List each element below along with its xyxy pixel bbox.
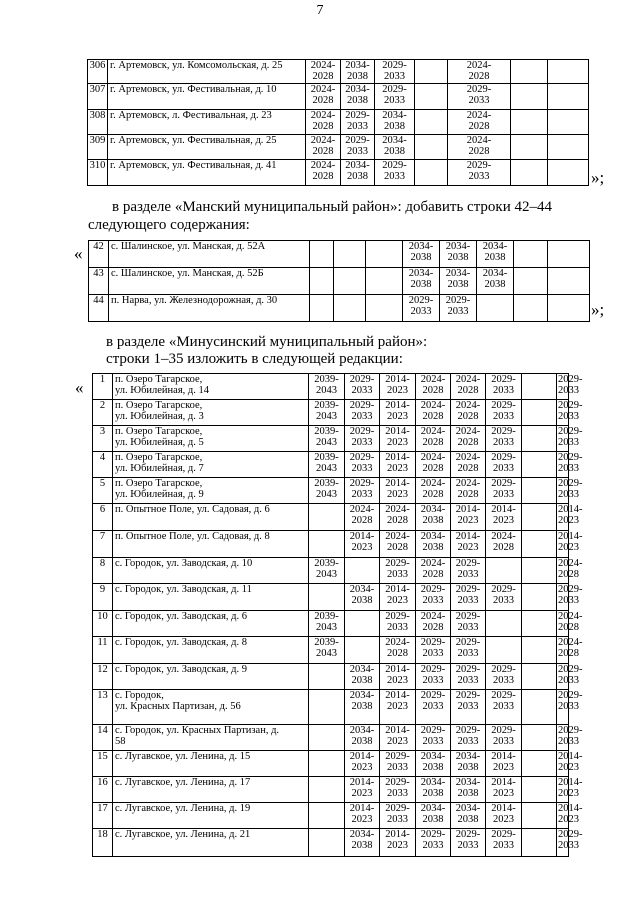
period-cell: 2029- 2033 [448,84,511,110]
period-cell [511,160,548,186]
paragraph-line: следующего содержания: [88,217,250,233]
table-row [88,110,589,135]
period-cell [486,558,522,584]
period-cell [310,295,334,322]
address-cell: с. Городок, ул. Заводская, д. 11 [113,584,309,611]
period-cell [486,611,522,637]
period-cell: 2034- 2038 [451,777,486,803]
period-cell: 2029- 2033 [486,452,522,478]
period-cell [345,558,380,584]
period-cell: 2024- 2028 [557,558,569,584]
address-cell: п. Озеро Тагарское, ул. Юбилейная, д. 14 [113,374,309,400]
period-cell: 2014- 2023 [557,504,569,531]
opening-quote-3: « [75,378,84,397]
period-cell [522,664,557,690]
period-cell [522,584,557,611]
period-cell: 2029- 2033 [557,829,569,857]
period-cell: 2014- 2023 [557,777,569,803]
period-cell [309,829,345,857]
row-number: 43 [89,268,109,295]
address-cell: с. Городок, ул. Красных Партизан, д. 58 [113,725,309,751]
period-cell: 2039- 2043 [309,426,345,452]
period-cell: 2024- 2028 [306,135,341,160]
period-cell: 2039- 2043 [309,452,345,478]
period-cell: 2029- 2033 [557,374,569,400]
row-number: 2 [93,400,113,426]
address-cell: с. Лугавское, ул. Ленина, д. 17 [113,777,309,803]
period-cell: 2029- 2033 [486,426,522,452]
period-cell [309,803,345,829]
address-cell: г. Артемовск, л. Фестивальная, д. 23 [108,110,306,135]
table-row [93,584,602,611]
period-cell [511,135,548,160]
period-cell: 2014- 2023 [486,777,522,803]
table-row [89,241,590,268]
period-cell: 2014- 2023 [380,725,416,751]
period-cell: 2024- 2028 [306,84,341,110]
period-cell: 2029- 2033 [451,690,486,725]
period-cell: 2014- 2023 [345,531,380,558]
period-cell [334,295,366,322]
period-cell: 2014- 2023 [380,829,416,857]
period-cell: 2034- 2038 [345,829,380,857]
period-cell [366,268,403,295]
period-cell: 2029- 2033 [557,690,569,725]
period-cell [415,84,448,110]
period-cell: 2029- 2033 [486,690,522,725]
period-cell [548,160,589,186]
period-cell: 2014- 2023 [486,751,522,777]
period-cell: 2024- 2028 [306,160,341,186]
period-cell [334,268,366,295]
period-cell: 2029- 2033 [451,558,486,584]
period-cell: 2029- 2033 [557,664,569,690]
period-cell: 2029- 2033 [486,374,522,400]
period-cell [309,664,345,690]
address-cell: п. Озеро Тагарское, ул. Юбилейная, д. 9 [113,478,309,504]
period-cell: 2029- 2033 [486,664,522,690]
period-cell: 2039- 2043 [309,637,345,664]
period-cell [477,295,514,322]
period-cell: 2014- 2023 [380,478,416,504]
period-cell: 2034- 2038 [345,690,380,725]
period-cell: 2034- 2038 [341,84,375,110]
period-cell: 2024- 2028 [416,558,451,584]
period-cell: 2014- 2023 [486,803,522,829]
period-cell [309,777,345,803]
period-cell: 2039- 2043 [309,374,345,400]
period-cell [548,60,589,84]
period-cell: 2014- 2023 [451,531,486,558]
period-cell: 2024- 2028 [416,611,451,637]
address-cell: с. Городок, ул. Заводская, д. 9 [113,664,309,690]
table-row [93,751,602,777]
housing-table-artemovsk [87,59,589,186]
period-cell: 2024- 2028 [451,478,486,504]
address-cell: п. Озеро Тагарское, ул. Юбилейная, д. 7 [113,452,309,478]
period-cell [548,268,590,295]
period-cell [522,558,557,584]
table-row [88,84,589,110]
period-cell: 2029- 2033 [416,584,451,611]
period-cell: 2024- 2028 [345,504,380,531]
period-cell [309,751,345,777]
period-cell: 2029- 2033 [448,160,511,186]
period-cell: 2024- 2028 [448,60,511,84]
period-cell: 2029- 2033 [341,135,375,160]
period-cell [522,374,557,400]
period-cell [522,426,557,452]
table-row [93,504,602,531]
period-cell [486,637,522,664]
period-cell: 2029- 2033 [416,829,451,857]
period-cell: 2034- 2038 [416,777,451,803]
address-cell: с. Шалинское, ул. Манская, д. 52Б [109,268,310,295]
period-cell: 2029- 2033 [486,725,522,751]
table-row [93,803,602,829]
period-cell [522,803,557,829]
period-cell [345,611,380,637]
period-cell [548,135,589,160]
period-cell: 2029- 2033 [451,829,486,857]
period-cell [522,777,557,803]
period-cell [522,531,557,558]
period-cell: 2034- 2038 [345,584,380,611]
period-cell: 2029- 2033 [380,777,416,803]
period-cell [310,241,334,268]
section-paragraph-mansky-cont [88,217,250,234]
address-cell: с. Городок, ул. Заводская, д. 6 [113,611,309,637]
section-paragraph-minusinsky-cont [106,351,403,368]
address-cell: с. Лугавское, ул. Ленина, д. 15 [113,751,309,777]
table-row [93,829,602,857]
period-cell: 2029- 2033 [451,664,486,690]
period-cell [415,160,448,186]
period-cell [366,241,403,268]
period-cell: 2029- 2033 [345,400,380,426]
period-cell [366,295,403,322]
table-row [89,295,590,322]
period-cell: 2014- 2023 [380,400,416,426]
period-cell: 2014- 2023 [451,504,486,531]
period-cell: 2029- 2033 [557,725,569,751]
period-cell: 2034- 2038 [416,803,451,829]
period-cell: 2034- 2038 [403,268,440,295]
period-cell: 2024- 2028 [416,478,451,504]
row-number: 15 [93,751,113,777]
period-cell: 2024- 2028 [380,637,416,664]
address-cell: с. Городок, ул. Заводская, д. 10 [113,558,309,584]
period-cell [511,110,548,135]
period-cell: 2034- 2038 [345,664,380,690]
period-cell: 2024- 2028 [451,374,486,400]
period-cell [309,531,345,558]
row-number: 5 [93,478,113,504]
period-cell: 2029- 2033 [486,478,522,504]
address-cell: с. Лугавское, ул. Ленина, д. 19 [113,803,309,829]
housing-table-minusinsky [92,373,602,857]
period-cell: 2034- 2038 [345,725,380,751]
address-cell: г. Артемовск, ул. Фестивальная, д. 10 [108,84,306,110]
row-number: 1 [93,374,113,400]
period-cell: 2029- 2033 [375,160,415,186]
period-cell: 2034- 2038 [451,751,486,777]
period-cell [309,690,345,725]
period-cell: 2029- 2033 [451,584,486,611]
period-cell: 2014- 2023 [380,584,416,611]
period-cell [548,295,590,322]
period-cell: 2014- 2023 [345,803,380,829]
period-cell: 2024- 2028 [380,504,416,531]
row-number: 7 [93,531,113,558]
period-cell: 2024- 2028 [306,110,341,135]
opening-quote-2: « [74,244,83,263]
period-cell [522,725,557,751]
period-cell [334,241,366,268]
row-number: 44 [89,295,109,322]
period-cell [522,829,557,857]
period-cell: 2024- 2028 [451,426,486,452]
table-row [93,664,602,690]
address-cell: п. Озеро Тагарское, ул. Юбилейная, д. 5 [113,426,309,452]
row-number: 11 [93,637,113,664]
period-cell: 2034- 2038 [440,241,477,268]
period-cell: 2034- 2038 [341,60,375,84]
period-cell: 2029- 2033 [380,611,416,637]
period-cell: 2029- 2033 [451,637,486,664]
period-cell: 2029- 2033 [416,637,451,664]
period-cell: 2014- 2023 [380,664,416,690]
paragraph-line: в разделе «Минусинский муниципальный район»: [106,334,428,350]
period-cell: 2029- 2033 [380,558,416,584]
row-number: 13 [93,690,113,725]
period-cell [514,268,548,295]
period-cell: 2024- 2028 [451,452,486,478]
period-cell [522,690,557,725]
address-cell: п. Озеро Тагарское, ул. Юбилейная, д. 3 [113,400,309,426]
period-cell: 2034- 2038 [375,135,415,160]
period-cell: 2014- 2023 [557,751,569,777]
paragraph-line: в разделе «Манский муниципальный район»: добавить строки 42–44 [112,199,552,215]
table-row [93,611,602,637]
period-cell: 2024- 2028 [448,110,511,135]
row-number: 17 [93,803,113,829]
table-row [88,160,589,186]
period-cell: 2024- 2028 [380,531,416,558]
row-number: 308 [88,110,108,135]
row-number: 306 [88,60,108,84]
period-cell: 2034- 2038 [477,241,514,268]
table-row [93,558,602,584]
period-cell: 2029- 2033 [486,829,522,857]
period-cell: 2014- 2023 [345,777,380,803]
period-cell: 2029- 2033 [557,478,569,504]
period-cell: 2029- 2033 [557,584,569,611]
period-cell: 2024- 2028 [416,452,451,478]
row-number: 18 [93,829,113,857]
period-cell: 2034- 2038 [416,751,451,777]
period-cell: 2029- 2033 [403,295,440,322]
period-cell: 2034- 2038 [451,803,486,829]
period-cell [522,400,557,426]
period-cell: 2029- 2033 [451,725,486,751]
period-cell: 2029- 2033 [380,751,416,777]
period-cell: 2039- 2043 [309,400,345,426]
period-cell: 2029- 2033 [451,611,486,637]
table-row [93,637,602,664]
period-cell: 2034- 2038 [341,160,375,186]
section-paragraph-mansky [112,199,552,216]
period-cell: 2014- 2023 [486,504,522,531]
period-cell [548,241,590,268]
period-cell: 2024- 2028 [416,400,451,426]
address-cell: п. Опытное Поле, ул. Садовая, д. 6 [113,504,309,531]
period-cell: 2029- 2033 [416,690,451,725]
period-cell [415,135,448,160]
period-cell: 2029- 2033 [486,584,522,611]
period-cell [309,584,345,611]
period-cell: 2029- 2033 [345,452,380,478]
period-cell [415,110,448,135]
period-cell: 2034- 2038 [440,268,477,295]
period-cell: 2029- 2033 [557,426,569,452]
period-cell [309,725,345,751]
period-cell: 2034- 2038 [416,504,451,531]
row-number: 4 [93,452,113,478]
period-cell: 2014- 2023 [380,452,416,478]
period-cell [511,84,548,110]
period-cell: 2014- 2023 [557,803,569,829]
row-number: 14 [93,725,113,751]
period-cell [522,504,557,531]
period-cell [548,84,589,110]
period-cell: 2024- 2028 [416,374,451,400]
address-cell: с. Шалинское, ул. Манская, д. 52А [109,241,310,268]
period-cell [511,60,548,84]
row-number: 3 [93,426,113,452]
row-number: 307 [88,84,108,110]
period-cell: 2024- 2028 [486,531,522,558]
table-row [93,452,602,478]
period-cell: 2014- 2023 [557,531,569,558]
period-cell: 2029- 2033 [345,478,380,504]
period-cell: 2029- 2033 [486,400,522,426]
period-cell [514,295,548,322]
period-cell [522,452,557,478]
period-cell: 2039- 2043 [309,611,345,637]
period-cell [415,60,448,84]
period-cell: 2029- 2033 [440,295,477,322]
closing-quote-2: »; [591,300,605,319]
period-cell: 2024- 2028 [306,60,341,84]
period-cell: 2024- 2028 [416,426,451,452]
period-cell: 2024- 2028 [451,400,486,426]
period-cell: 2014- 2023 [380,426,416,452]
period-cell: 2029- 2033 [375,84,415,110]
row-number: 6 [93,504,113,531]
paragraph-line: строки 1–35 изложить в следующей редакции: [106,351,403,367]
period-cell [345,637,380,664]
period-cell [514,241,548,268]
period-cell: 2039- 2043 [309,558,345,584]
table-row [93,400,602,426]
period-cell: 2029- 2033 [557,400,569,426]
address-cell: с. Лугавское, ул. Ленина, д. 21 [113,829,309,857]
period-cell [309,504,345,531]
row-number: 16 [93,777,113,803]
table-row [93,725,602,751]
row-number: 9 [93,584,113,611]
address-cell: с. Городок, ул. Красных Партизан, д. 56 [113,690,309,725]
period-cell [548,110,589,135]
table-row [93,531,602,558]
page-number: 7 [316,3,324,18]
period-cell: 2034- 2038 [403,241,440,268]
period-cell: 2024- 2028 [557,611,569,637]
period-cell [522,611,557,637]
period-cell: 2029- 2033 [416,664,451,690]
table-row [88,135,589,160]
period-cell: 2034- 2038 [477,268,514,295]
row-number: 310 [88,160,108,186]
table-row [93,374,602,400]
period-cell: 2034- 2038 [416,531,451,558]
period-cell [522,478,557,504]
row-number: 309 [88,135,108,160]
table-row [89,268,590,295]
period-cell: 2029- 2033 [375,60,415,84]
table-row [93,777,602,803]
address-cell: с. Городок, ул. Заводская, д. 8 [113,637,309,664]
row-number: 8 [93,558,113,584]
period-cell: 2014- 2023 [380,374,416,400]
period-cell: 2029- 2033 [557,452,569,478]
section-paragraph-minusinsky [106,334,427,351]
address-cell: г. Артемовск, ул. Комсомольская, д. 25 [108,60,306,84]
closing-quote-1: »; [591,168,605,187]
period-cell: 2039- 2043 [309,478,345,504]
period-cell [522,751,557,777]
table-row [93,690,602,725]
housing-table-mansky [88,240,590,322]
period-cell: 2014- 2023 [345,751,380,777]
period-cell: 2029- 2033 [380,803,416,829]
row-number: 12 [93,664,113,690]
address-cell: г. Артемовск, ул. Фестивальная, д. 41 [108,160,306,186]
table-row [88,60,589,84]
period-cell: 2029- 2033 [345,374,380,400]
address-cell: г. Артемовск, ул. Фестивальная, д. 25 [108,135,306,160]
period-cell: 2029- 2033 [416,725,451,751]
address-cell: п. Нарва, ул. Железнодорожная, д. 30 [109,295,310,322]
period-cell: 2024- 2028 [557,637,569,664]
address-cell: п. Опытное Поле, ул. Садовая, д. 8 [113,531,309,558]
period-cell: 2029- 2033 [341,110,375,135]
row-number: 42 [89,241,109,268]
period-cell: 2014- 2023 [380,690,416,725]
table-row [93,478,602,504]
period-cell [522,637,557,664]
period-cell: 2029- 2033 [345,426,380,452]
row-number: 10 [93,611,113,637]
period-cell: 2024- 2028 [448,135,511,160]
period-cell: 2034- 2038 [375,110,415,135]
period-cell [310,268,334,295]
table-row [93,426,602,452]
